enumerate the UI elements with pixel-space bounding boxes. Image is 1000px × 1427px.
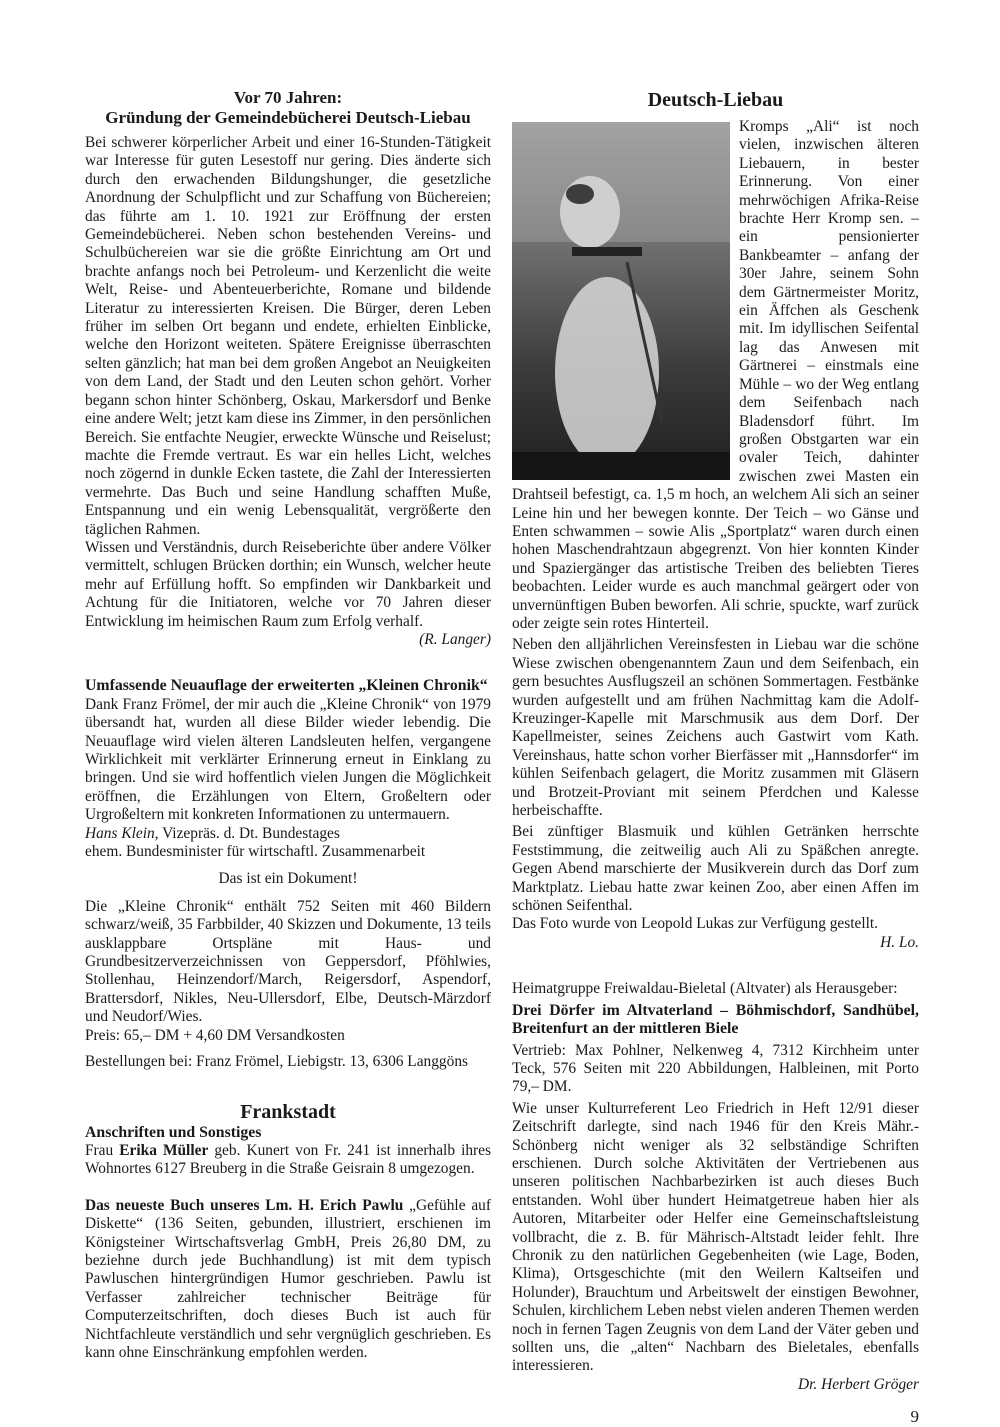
article-drei-doerfer <box>512 980 919 1394</box>
text: Frau <box>85 1141 120 1159</box>
article-library-anniversary <box>85 88 491 649</box>
order-address: Bestellungen bei: Franz Frömel, Liebigstr. 13, 6306 Langgöns <box>85 1053 468 1071</box>
paragraph: Bei zünftiger Blasmuik und kühlen Getränken herrschte Feststimmung, die zeitweilig auch Ali zu Späßchen anregte. Gegen Abend marschierte der Musikverein durch das Dorf zum Marktplatz. Liebau hatte zwar keinen Zoo, aber einen Affen im schönen Seifenthal. <box>512 823 919 915</box>
title-line-1: Vor 70 Jahren: <box>233 88 343 107</box>
paragraph: Dank Franz Frömel, der mir auch die „Kleine Chronik“ von 1979 übersandt hat, wurden all diese Bilder wieder lebendig. Die Neuauflage wird vielen älteren Landsleuten helfen, vergangene Wirklichkeit mit verklärter Erinnerung erneut in Einklang zu bringen. Und sie wird hoffentlich vielen Jungen die Möglichkeit eröffnen, die Erzählungen von Eltern, Großeltern oder Urgroßeltern mit konkreten Informationen zu untermauern. <box>85 695 491 824</box>
text: geb. Kunert von Fr. 241 ist innerhalb ihres Wohnortes 6127 Breuberg in die Straße Geisrain 8 umgezogen. <box>85 1141 492 1178</box>
paragraph: Vertrieb: Max Pohlner, Nelkenweg 4, 7312 Kirchheim unter Teck, 576 Seiten mit 220 Abbildungen, Halbleinen, mit Porto 79,– DM. <box>512 1041 919 1096</box>
section-frankstadt <box>85 1100 491 1363</box>
author-signature: H. Lo. <box>880 933 919 951</box>
paragraph: Wie unser Kulturreferent Leo Friedrich in Heft 12/91 dieser Zeitschrift darlegte, sind nach 1946 für den Kreis Mähr.-Schönberg nicht weniger als 32 selbständige Schriften erschienen. Durch solche Aktivitäten der Vertriebenen aus unseren politischen Nachbarbezirken ist auch dieses Buch entstanden. Wohl über hundert Heimatgetreue haben hier als Autoren, Mitarbeiter oder Helfer eine Gemeinschaftsleistung vollbracht, die z. B. für Mährisch-Altstadt leider fehlt. Ihre Chronik zu den natürlichen Gegebenheiten (wie Lage, Boden, Klima), Ortsgeschichte (mit den Weilern Kaltseifen und Holunder), Brauchtum und Arbeitswelt der einstigen Bewohner, Schulen, kirchlichem Leben nebst vielen anderen Themen werden noch in fernen Tagen Zeugnis von dem Land der Väter geben und sollten uns, die „alten“ Nachbarn des Bieletales, ebenfalls interessieren. <box>512 1099 919 1375</box>
text: „Gefühle auf Diskette“ (136 Seiten, gebunden, illustriert, erschienen im Königsteiner Wirtschaftsverlag GmbH, Preis 26,80 DM, zu beziehne durch jede Buchhandlung) ist mit dem typisch Pawluschen hintergründigen Humor geschrieben. Pawlu ist Verfasser zahlreicher technischer Beiträge für Computerzeitschriften, doch dieses Buch ist auch für Nichtfachleute verständlich und sehr vergnüglich geschrieben. Es kann ohne Einschränkung empfohlen werden. <box>85 1196 491 1361</box>
title-line-2: Gründung der Gemeindebücherei Deutsch-Liebau <box>105 108 471 127</box>
photo-credit: Das Foto wurde von Leopold Lukas zur Verfügung gestellt. <box>512 915 879 933</box>
article-heading: Umfassende Neuauflage der erweiterten „Kleinen Chronik“ <box>85 677 488 695</box>
paragraph: Neben den alljährlichen Vereinsfesten in Liebau war die schöne Wiese zwischen obengenanntem Zaun und dem Seifenbach, ein gern besuchtes Ausflugszeil an schönen Sommertagen. Festbänke wurden aufgestellt und am frühen Nachmittag kam die Adolf-Kreuzinger-Kapelle mit Marschmusik aus dem Dorf. Der Kapellmeister, seines Zeichens auch Gastwirt vom Kath. Vereinshaus, hatte schon vorher Bierfässer mit „Hannsdorfer“ im kühlen Seifenbach gelagert, die Moritz zusammen mit Gläsern und Brotzeit-Proviant mit seinem Pferdchen und Kalesse herbeischaffte. <box>512 636 919 820</box>
section-deutsch-liebau <box>512 88 919 952</box>
callout: Das ist ein Dokument! <box>218 870 358 888</box>
author-name: Hans Klein, <box>85 824 159 842</box>
article-kleine-chronik <box>85 677 491 1071</box>
author-line <box>85 825 491 843</box>
author-signature: (R. Langer) <box>419 630 491 648</box>
page-number: 9 <box>910 1407 919 1427</box>
left-column <box>85 88 491 1362</box>
author-title: Vizepräs. d. Dt. Bundestages <box>158 824 340 842</box>
article-title <box>85 88 491 128</box>
author-title-2: ehem. Bundesminister für wirtschaftl. Zusammenarbeit <box>85 843 426 861</box>
section-title: Deutsch-Liebau <box>647 89 784 111</box>
lead-in: Das neueste Buch unseres Lm. H. Erich Pawlu <box>85 1196 404 1214</box>
paragraph <box>85 1142 491 1179</box>
paragraph: Kromps „Ali“ ist noch vielen, inzwischen älteren Liebauern, in bester Erinnerung. Von einer mehrwöchigen Afrika-Reise brachte Herr Kromp sen. – ein pensionierter Bankbeamter – anfang der 30er Jahre, seinem Sohn dem Gärtnermeister Moritz, ein Äffchen als Geschenk mit. Im idyllischen Seifental lag das Anwesen mit Gärtnerei – einstmals eine Mühle – wo der Weg entlang dem Seifenbach nach Bladensdorf führt. Im großen Obstgarten war ein ovaler Teich, dahinter zwischen zwei Masten ein Drahtseil befestigt, ca. 1,5 m hoch, an welchem Ali sich an seiner Leine hin und her bewegen konnte. Der Teich – wo Gänse und Enten schwammen – sowie Alis „Sportplatz“ waren durch einen hohen Maschendrahtzaun abgegrenzt. Von hier konnten Kinder und Spaziergänger das artistische Treiben des beliebten Tieres beobachten. Leider wurde es auch manchmal geärgert oder von unvernünftigen Buben beworfen. Ali schrie, spuckte, warf zurück oder zeigte sein rotes Hinterteil. <box>512 118 919 632</box>
paragraph: Bei schwerer körperlicher Arbeit und einer 16-Stunden-Tätigkeit war Interesse für guten Lesestoff nur gering. Dies änderte sich durch den erwachenden Bildungshunger, die gesetzliche Anordnung der Schulpflicht und zur Schaffung von Büchereien; das führte am 1. 10. 1921 zur Eröffnung der ersten Gemeindebücherei. Neben schon bestehenden Vereins- und Schulbüchereien war sie die größte Einrichtung am Ort und brachte anfangs noch bei Petroleum- und Kerzenlicht die weite Welt, Reise- und Abenteuerberichte, Romane und bildende Literatur zu interessierten Kreisen. Die Bürger, deren Leben früher im selben Ort begann und endete, erhielten Einblicke, welche den Horizont weiteten. Spätere Ereignisse überraschten selten gänzlich; hat man bei dem großen Angebot an Neuigkeiten von dem Land, der Stadt und den Leuten schon gehört. Vorher begann schon hinter Schönberg, Oskau, Markersdorf und Benke eine andere Welt; jetzt kam diese ins Zimmer, in den persönlichen Bereich. Sie entfachte Neugier, erweckte Wünsche und Reiselust; machte die Fremde vertraut. Es war ein helles Licht, welches noch zögernd in dunkle Ecken tastete, die Zahl der Interessierten vermehrte. Das Buch und seine Handlung schafften Muße, Entspannung und ein wenig Lebensqualität, vergrößerte den täglichen Rahmen. <box>85 134 492 538</box>
author-signature: Dr. Herbert Gröger <box>798 1375 919 1393</box>
right-column <box>512 88 919 1427</box>
paragraph <box>85 1197 491 1363</box>
monkey-photo <box>512 122 730 480</box>
person-name: Erika Müller <box>119 1141 209 1159</box>
article-heading: Drei Dörfer im Altvaterland – Böhmischdorf, Sandhübel, Breitenfurt an der mittleren Biele <box>512 1001 919 1038</box>
paragraph: Wissen und Verständnis, durch Reiseberichte über andere Völker vermittelt, schlugen Brücken dorthin; ein Wunsch, welcher heute mehr auf Erfüllung hofft. So empfinden wir Dankbarkeit und Achtung für die Initiatoren, welche vor 70 Jahren dieser Entwicklung im heimischen Raum zum Erfolg verhalf. <box>85 538 491 630</box>
section-subtitle: Anschriften und Sonstiges <box>85 1123 262 1141</box>
publisher-intro: Heimatgruppe Freiwaldau-Bieletal (Altvater) als Herausgeber: <box>512 980 898 998</box>
section-title: Frankstadt <box>240 1100 336 1123</box>
paragraph: Die „Kleine Chronik“ enthält 752 Seiten mit 460 Bildern schwarz/weiß, 35 Farbbilder, 40 Skizzen und Dokumente, 13 teils ausklappbare Ortspläne mit Haus- und Grundbesitzerverzeichnissen von Geppersdorf, Pföhlwies, Stollenhau, Heinzendorf/March, Reigersdorf, Aspendorf, Brattersdorf, Nikles, Neu-Ullersdorf, Elbe, Deutsch-Märzdorf und Neudorf/Wies. <box>85 897 491 1026</box>
price: Preis: 65,– DM + 4,60 DM Versandkosten <box>85 1026 345 1044</box>
